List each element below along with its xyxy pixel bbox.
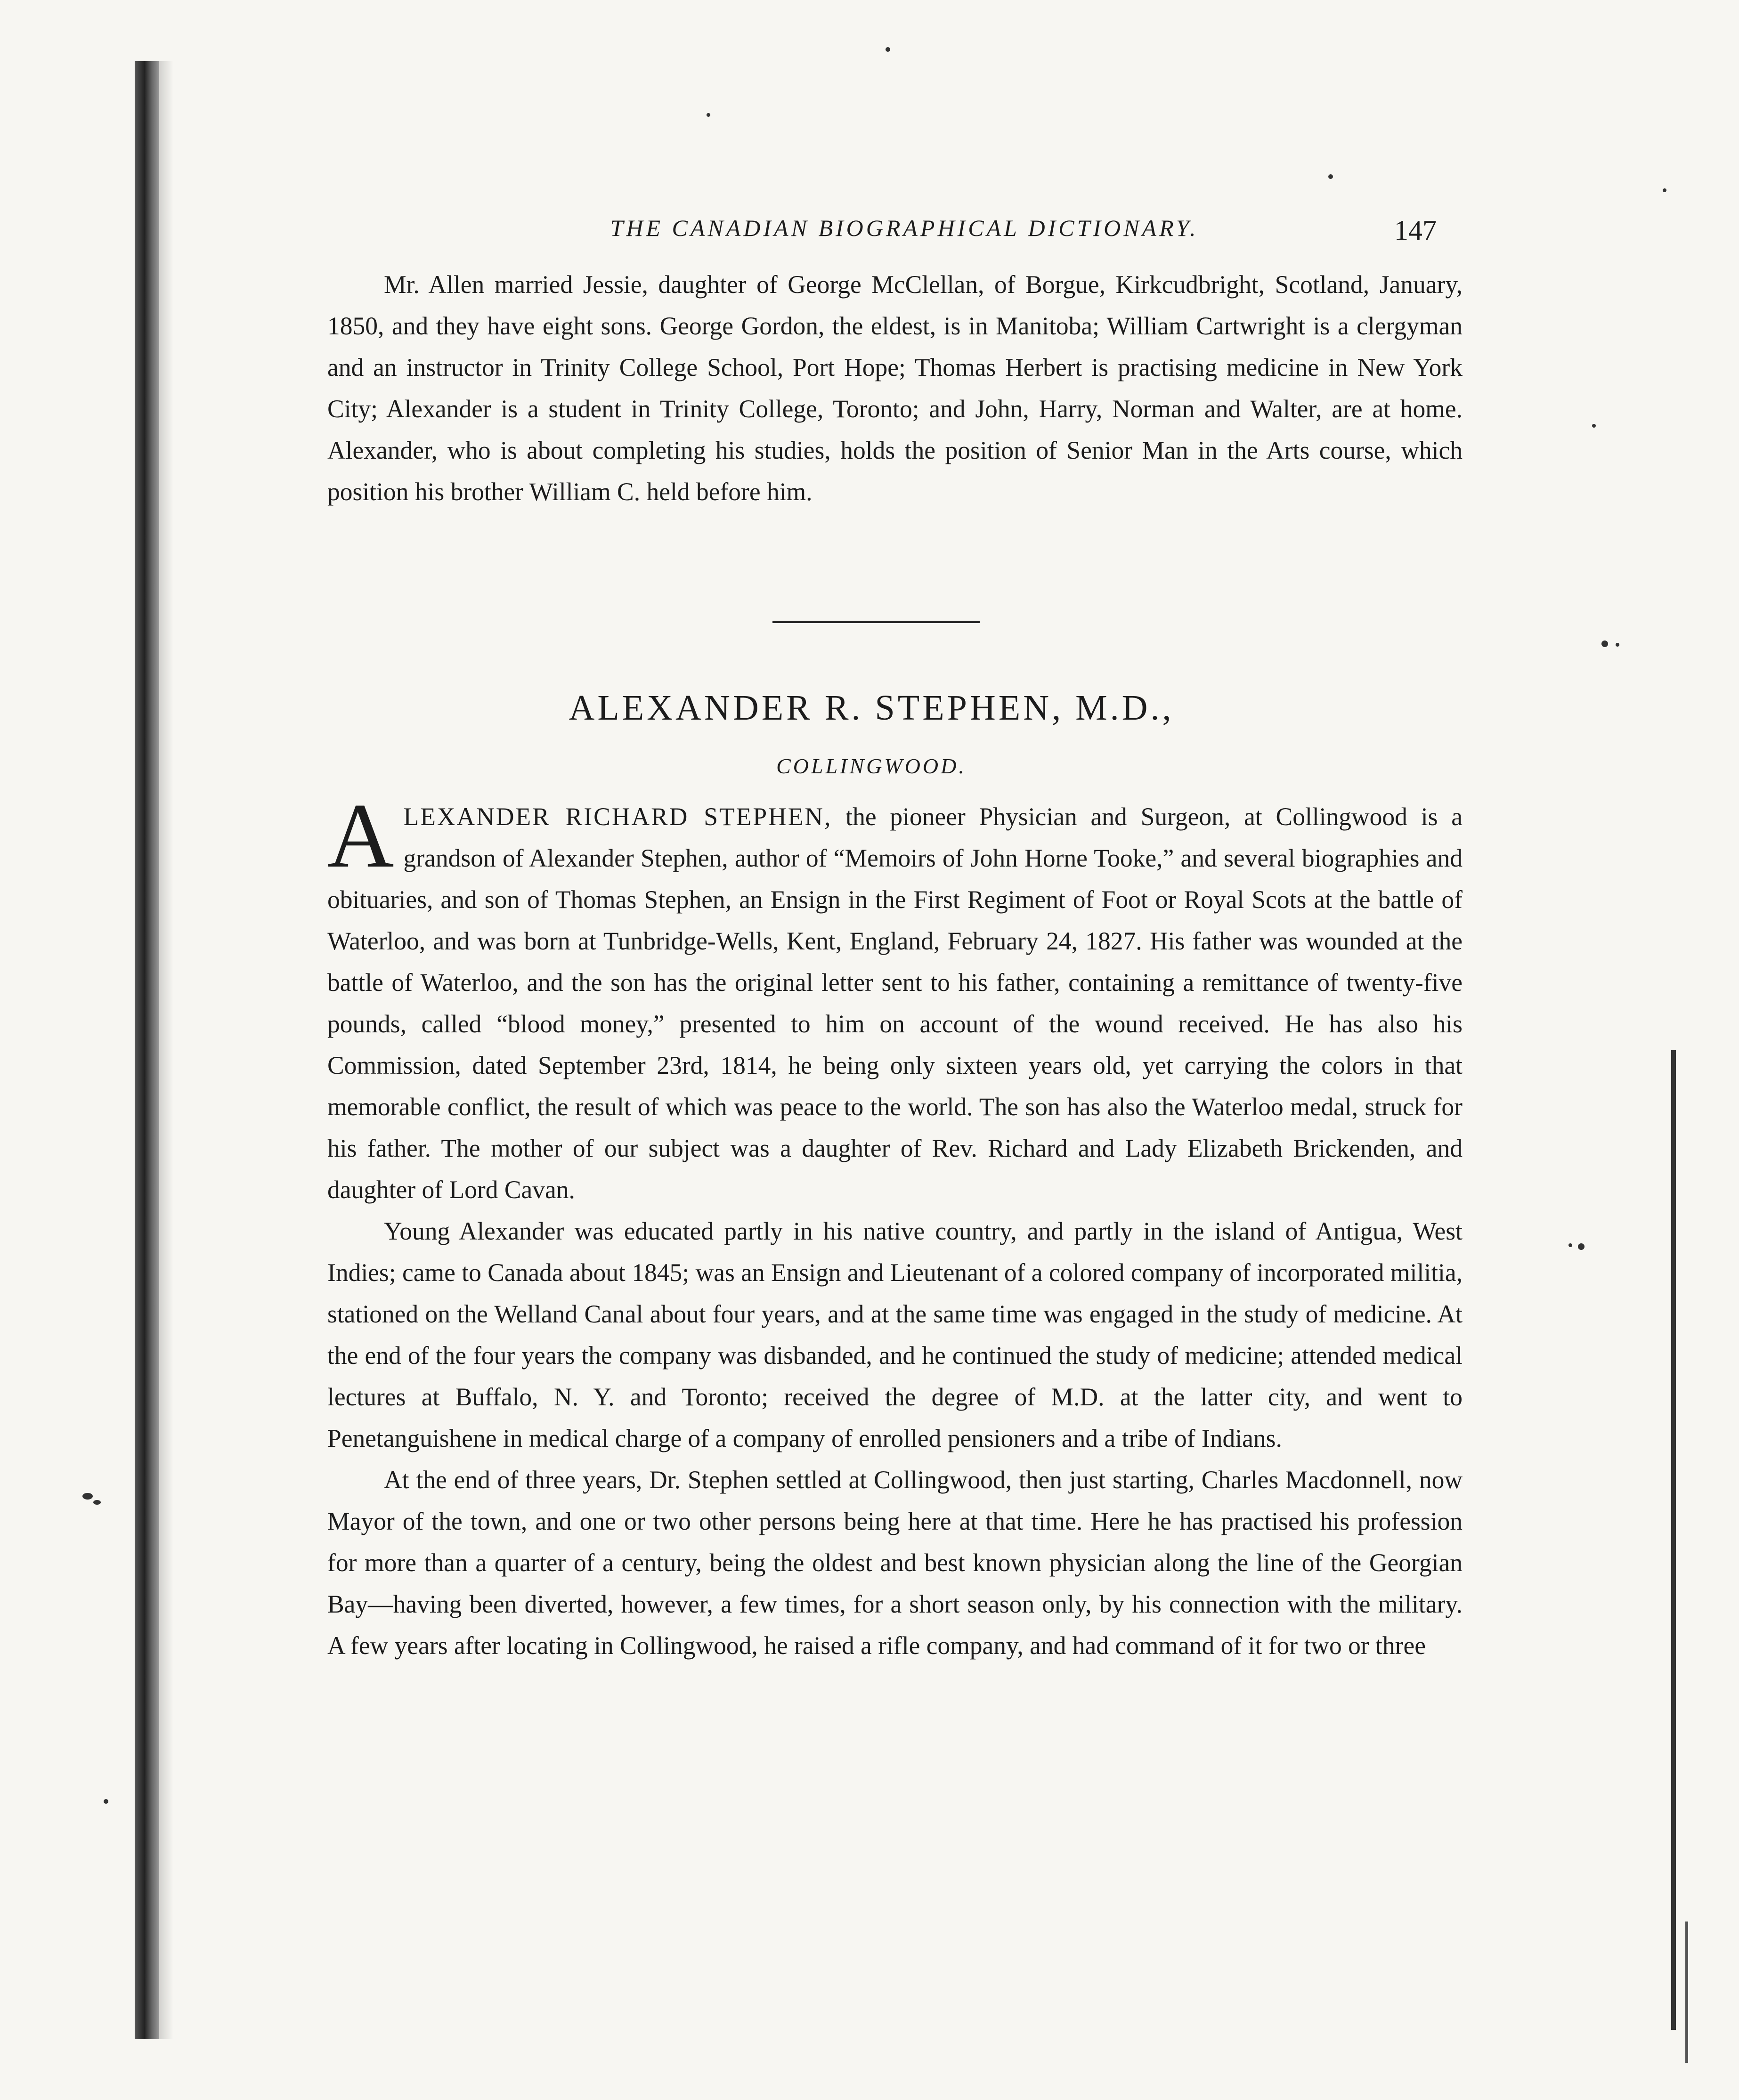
- drop-cap-letter: A: [327, 785, 394, 887]
- entry-paragraph-1: [327, 785, 1463, 1210]
- scan-speck: [1616, 643, 1619, 647]
- book-binding-edge: [135, 61, 159, 2039]
- scan-speck: [1592, 424, 1596, 428]
- scan-speck: [1328, 174, 1333, 179]
- entry-place: COLLINGWOOD.: [776, 754, 967, 778]
- scan-speck: [1578, 1243, 1585, 1250]
- page-number: 147: [1394, 215, 1437, 246]
- scan-speck: [1601, 641, 1608, 647]
- entry-paragraph-3: At the end of three years, Dr. Stephen settled at Collingwood, then just starting, Charles Macdonnell, now Mayor of the town, and one or two other persons being here at that time. Here he has practised his profession for more than a quarter of a century, being the oldest and best known physician along the line of the Georgian Bay—having been diverted, however, a few times, for a short season only, by his connection with the military. A few years after locating in Collingwood, he raised a rifle company, and had command of it for two or three: [327, 1466, 1463, 1660]
- scan-speck: [93, 1500, 101, 1505]
- section-divider-rule: [772, 621, 980, 623]
- scan-speck: [886, 47, 890, 52]
- right-edge-scan-mark-lower: [1685, 1922, 1688, 2063]
- running-header-title: THE CANADIAN BIOGRAPHICAL DICTIONARY.: [610, 215, 1199, 241]
- previous-entry-paragraph: Mr. Allen married Jessie, daughter of George McClellan, of Borgue, Kirkcudbright, Scotland, January, 1850, and they have eight sons. George Gordon, the eldest, is in Manitoba; William Cartwright is a clergyman and an instructor in Trinity College School, Port Hope; Thomas Herbert is practising medicine in New York City; Alexander is a student in Trinity College, Toronto; and John, Harry, Norman and Walter, are at home. Alexander, who is about completing his studies, holds the position of Senior Man in the Arts course, which position his brother William C. held before him.: [327, 270, 1463, 506]
- right-edge-scan-mark: [1671, 1050, 1676, 2030]
- scan-speck: [104, 1799, 108, 1804]
- entry-opening-words: LEXANDER RICHARD STEPHEN,: [403, 803, 832, 831]
- scan-speck: [1568, 1243, 1572, 1247]
- scan-speck: [707, 113, 710, 117]
- scan-speck: [82, 1493, 93, 1500]
- binding-shadow: [159, 61, 173, 2039]
- entry-body: [327, 785, 1463, 1666]
- entry-paragraph-1-text: the pioneer Physician and Surgeon, at Collingwood is a grandson of Alexander Stephen, author of “Memoirs of John Horne Tooke,” and several biographies and obituaries, and son of Thomas Stephen, an Ensign in the First Regiment of Foot or Royal Scots at the battle of Waterloo, and was born at Tunbridge-Wells, Kent, England, February 24, 1827. His father was wounded at the battle of Waterloo, and the son has the original letter sent to his father, containing a remittance of twenty-five pounds, called “blood money,” presented to him on account of the wound received. He has also his Commission, dated September 23rd, 1814, he being only sixteen years old, yet carrying the colors in that memorable conflict, the result of which was peace to the world. The son has also the Waterloo medal, struck for his father. The mother of our subject was a daughter of Rev. Richard and Lady Elizabeth Brickenden, and daughter of Lord Cavan.: [327, 803, 1463, 1204]
- scan-speck: [1663, 188, 1666, 192]
- entry-paragraph-2: Young Alexander was educated partly in his native country, and partly in the island of Antigua, West Indies; came to Canada about 1845; was an Ensign and Lieutenant of a colored company of incorporated militia, stationed on the Welland Canal about four years, and at the same time was engaged in the study of medicine. At the end of the four years the company was disbanded, and he continued the study of medicine; attended medical lectures at Buffalo, N. Y. and Toronto; received the degree of M.D. at the latter city, and went to Penetanguishene in medical charge of a company of enrolled pensioners and a tribe of Indians.: [327, 1217, 1463, 1452]
- entry-title: ALEXANDER R. STEPHEN, M.D.,: [569, 688, 1174, 728]
